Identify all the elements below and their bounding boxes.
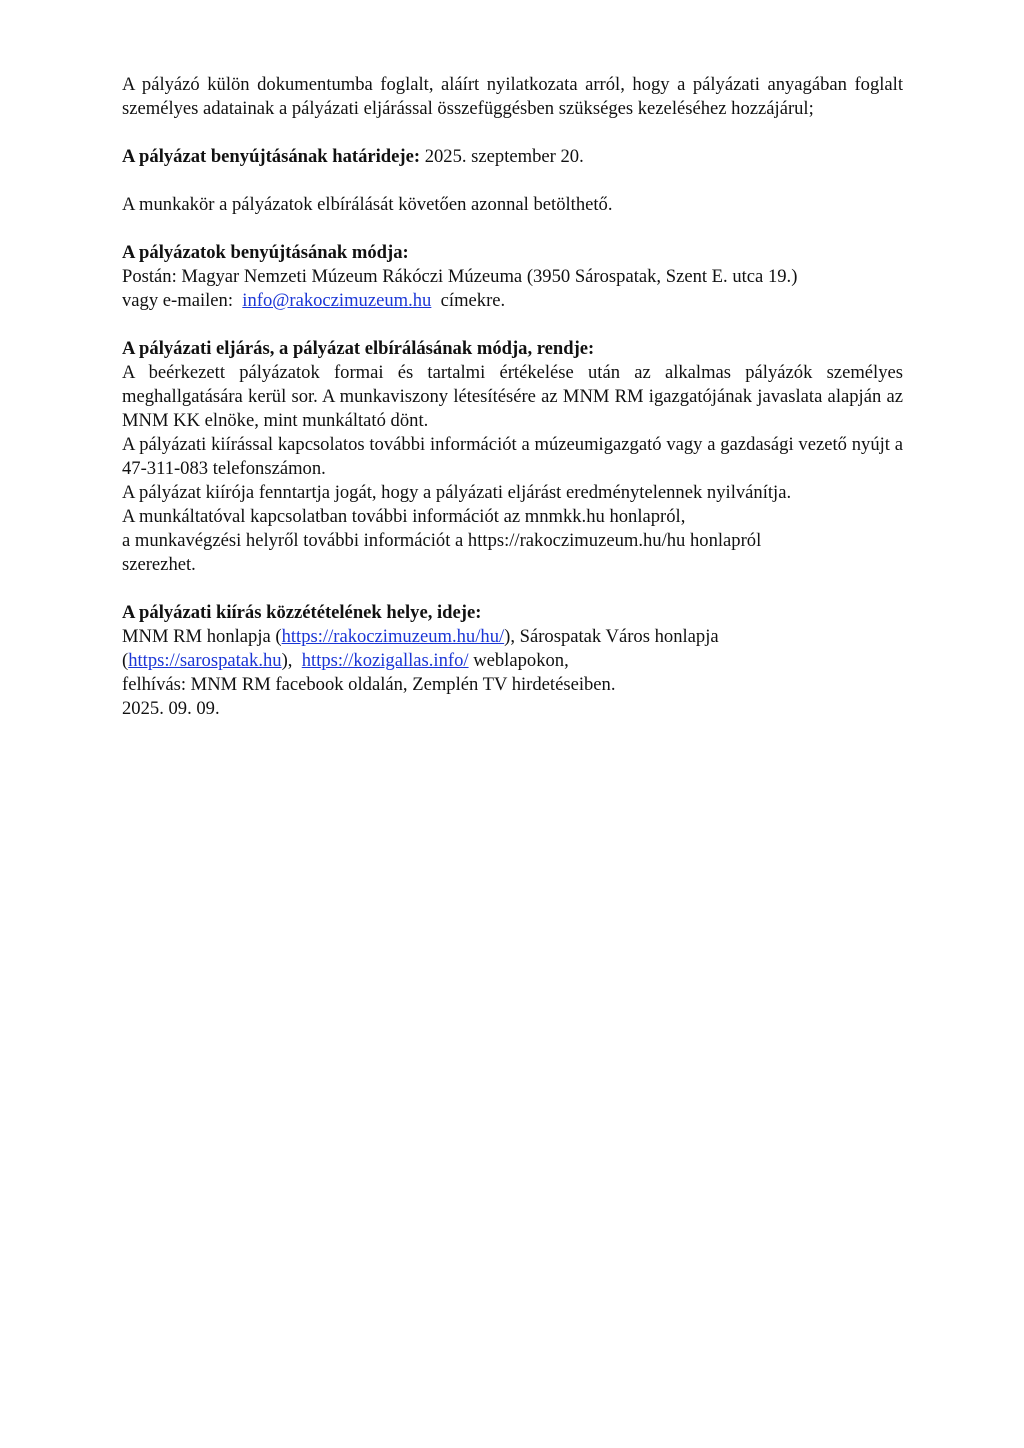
- publication-l1-prefix: MNM RM honlapja (: [122, 626, 282, 647]
- publication-l1-suffix: ), Sárospatak Város honlapja: [504, 626, 719, 647]
- procedure-paragraph-2: A pályázati kiírással kapcsolatos további információt a múzeumigazgató vagy a gazdasági vezető nyújt a 47-311-083 telefonszámon.: [122, 434, 903, 479]
- procedure-heading: A pályázati eljárás, a pályázat elbírálásának módja, rendje:: [122, 338, 595, 359]
- email-suffix: címekre.: [440, 290, 506, 311]
- submission-post-line: Postán: Magyar Nemzeti Múzeum Rákóczi Múzeuma (3950 Sárospatak, Szent E. utca 19.): [122, 266, 798, 287]
- procedure-line-5: a munkavégzési helyről további információt a https://rakoczimuzeum.hu/hu honlapról: [122, 530, 762, 551]
- publication-line-2: [122, 649, 903, 673]
- consent-paragraph: A pályázó külön dokumentumba foglalt, aláírt nyilatkozata arról, hogy a pályázati anyagában foglalt személyes adatainak a pályázati eljárással összefüggésben szükséges kezeléséhez hozzájárul;: [122, 74, 903, 119]
- publication-section: [122, 601, 903, 721]
- document-page: [122, 73, 903, 745]
- procedure-line-3: A pályázat kiírója fenntartja jogát, hogy a pályázati eljárást eredménytelennek nyilvánítja.: [122, 482, 792, 503]
- deadline-value: 2025. szeptember 20.: [424, 146, 584, 167]
- publication-line-1: [122, 625, 903, 649]
- email-prefix: vagy e-mailen:: [122, 290, 233, 311]
- publication-l2-suffix: weblapokon,: [473, 650, 569, 671]
- publication-line-3: felhívás: MNM RM facebook oldalán, Zemplén TV hirdetéseiben.: [122, 674, 616, 695]
- sarospatak-link[interactable]: https://sarospatak.hu: [128, 650, 282, 671]
- deadline-label: A pályázat benyújtásának határideje:: [122, 146, 421, 167]
- submission-heading: A pályázatok benyújtásának módja:: [122, 242, 409, 263]
- kozigallas-link[interactable]: https://kozigallas.info/: [301, 650, 469, 671]
- procedure-section: [122, 337, 903, 577]
- deadline-line: [122, 145, 903, 169]
- position-note: A munkakör a pályázatok elbírálását követően azonnal betölthető.: [122, 194, 613, 215]
- email-link[interactable]: info@rakoczimuzeum.hu: [242, 290, 432, 311]
- submission-email-line: [122, 289, 903, 313]
- publication-l2-mid: ),: [281, 650, 293, 671]
- procedure-line-6: szerezhet.: [122, 554, 196, 575]
- publication-date: 2025. 09. 09.: [122, 698, 220, 719]
- procedure-line-4: A munkáltatóval kapcsolatban további információt az mnmkk.hu honlapról,: [122, 506, 686, 527]
- rakoczimuzeum-link[interactable]: https://rakoczimuzeum.hu/hu/: [281, 626, 505, 647]
- publication-l2-open: (: [122, 650, 129, 671]
- procedure-paragraph-1: A beérkezett pályázatok formai és tartalmi értékelése után az alkalmas pályázók személyes meghallgatására kerül sor. A munkaviszony létesítésére az MNM RM igazgatójának javaslata alapján az MNM KK elnöke, mint munkáltató dönt.: [122, 362, 903, 431]
- submission-section: [122, 241, 903, 313]
- publication-heading: A pályázati kiírás közzétételének helye, ideje:: [122, 602, 482, 623]
